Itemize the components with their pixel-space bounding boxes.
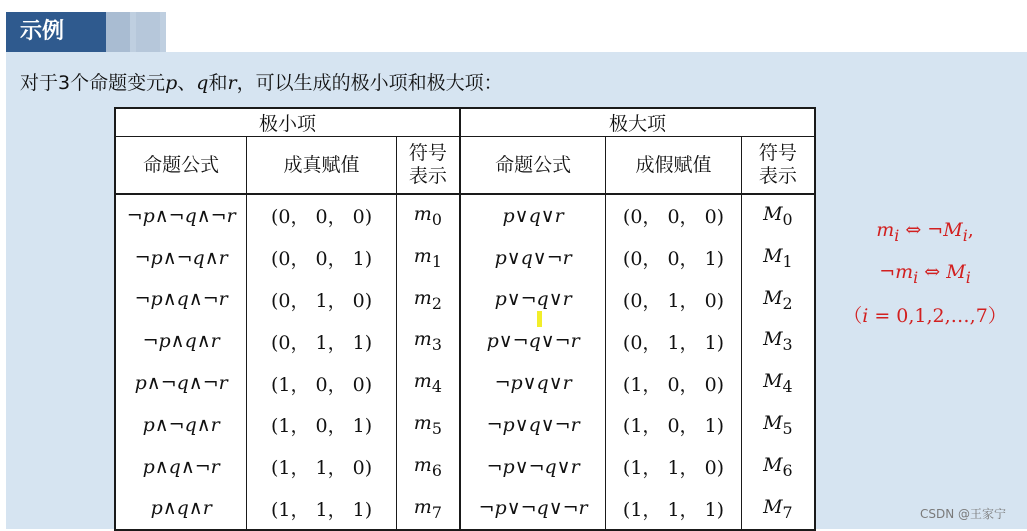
section-tab-label: 示例 [6, 12, 106, 52]
table-row [115, 362, 815, 404]
maxterm-letter: M [763, 495, 783, 518]
maxterm-symbol [741, 446, 815, 488]
minterm-formula: ¬p∧q∧¬r [115, 279, 247, 321]
watermark: CSDN @王家宁 [920, 507, 1007, 521]
minterm-symbol [396, 194, 460, 237]
eq1-b: M [943, 219, 963, 241]
eq1-a: m [876, 219, 895, 241]
col-symbol-line2: 表示 [758, 165, 797, 187]
minterm-symbol [396, 446, 460, 488]
maxterm-index: 2 [782, 293, 793, 313]
header-tab-stripe [106, 12, 130, 52]
maxterm-index: 6 [782, 460, 793, 480]
false-assignment: (0， 0， 1) [606, 237, 741, 279]
minterm-symbol [396, 237, 460, 279]
intro-var-q: q [196, 72, 209, 94]
text-cursor-marker [537, 311, 542, 327]
maxterm-letter: M [763, 370, 783, 393]
eq2-op: ⇔ [918, 261, 947, 283]
group-minterms: 极小项 [115, 108, 460, 137]
intro-text [20, 68, 503, 95]
true-assignment: (1， 0， 1) [247, 404, 396, 446]
maxterm-formula: p∨¬q∨¬r [460, 320, 606, 362]
maxterm-letter: M [763, 453, 783, 476]
maxterm-formula: ¬p∨q∨¬r [460, 404, 606, 446]
intro-suffix: ，可以生成的极小项和极大项： [236, 72, 503, 94]
maxterm-index: 1 [782, 251, 793, 271]
false-assignment: (1， 1， 1) [606, 488, 741, 531]
maxterm-formula: ¬p∨q∨r [460, 362, 606, 404]
minterm-letter: m [413, 411, 432, 434]
col-symbol-line2: 表示 [408, 165, 447, 187]
intro-sep: 和 [208, 72, 228, 94]
maxterm-symbol [741, 194, 815, 237]
minterm-formula: p∧q∧¬r [115, 446, 247, 488]
maxterm-index: 4 [782, 376, 793, 396]
col-max-formula: 命题公式 [460, 137, 606, 195]
eq3-open: （ [843, 305, 863, 327]
maxterm-index: 5 [782, 418, 793, 438]
false-assignment: (1， 0， 1) [606, 404, 741, 446]
eq2-b-sub: i [965, 267, 971, 287]
minterm-maxterm-table [114, 107, 816, 531]
maxterm-symbol [741, 404, 815, 446]
true-assignment: (1， 1， 1) [247, 488, 396, 531]
minterm-index: 7 [431, 502, 442, 522]
maxterm-formula: p∨¬q∨r [460, 279, 606, 321]
maxterm-letter: M [763, 244, 783, 267]
false-assignment: (0， 1， 0) [606, 279, 741, 321]
minterm-symbol [396, 362, 460, 404]
minterm-symbol [396, 279, 460, 321]
eq1-a-sub: i [894, 225, 900, 245]
minterm-letter: m [413, 328, 432, 351]
eq3-rest: = 0,1,2,…,7 [868, 305, 988, 327]
minterm-symbol [396, 404, 460, 446]
table-row [115, 279, 815, 321]
minterm-formula: ¬p∧q∧r [115, 320, 247, 362]
intro-sep: 、 [177, 72, 197, 94]
maxterm-symbol [741, 279, 815, 321]
minterm-letter: m [413, 495, 432, 518]
col-max-symbol [741, 137, 815, 195]
intro-var-r: r [227, 72, 237, 94]
minterm-index: 3 [431, 335, 442, 355]
eq2-a: ¬m [879, 261, 914, 283]
table-row [115, 237, 815, 279]
minterm-index: 6 [431, 460, 442, 480]
true-assignment: (1， 0， 0) [247, 362, 396, 404]
true-assignment: (1， 1， 0) [247, 446, 396, 488]
maxterm-formula: p∨q∨¬r [460, 237, 606, 279]
intro-var-p: p [165, 72, 178, 94]
minterm-index: 5 [431, 418, 442, 438]
eq2-a-sub: i [913, 267, 919, 287]
maxterm-symbol [741, 237, 815, 279]
minterm-formula: p∧¬q∧r [115, 404, 247, 446]
true-assignment: (0， 1， 0) [247, 279, 396, 321]
maxterm-letter: M [763, 328, 783, 351]
header-tab-stripe [136, 12, 160, 52]
false-assignment: (1， 0， 0) [606, 362, 741, 404]
maxterm-letter: M [763, 203, 783, 225]
table-row [115, 446, 815, 488]
maxterm-formula: p∨q∨r [460, 194, 606, 237]
maxterm-index: 3 [782, 335, 793, 355]
minterm-formula: ¬p∧¬q∧¬r [115, 194, 247, 237]
eq1-op: ⇔ ¬ [899, 219, 944, 241]
equation-line-2 [840, 261, 1010, 287]
table-row [115, 404, 815, 446]
maxterm-letter: M [763, 286, 783, 309]
col-true-assignment: 成真赋值 [247, 137, 396, 195]
col-symbol-line1: 符号 [408, 142, 447, 164]
minterm-formula: ¬p∧¬q∧r [115, 237, 247, 279]
true-assignment: (0， 0， 0) [247, 194, 396, 237]
minterm-index: 4 [431, 376, 442, 396]
eq3-var: i [862, 305, 869, 327]
false-assignment: (0， 1， 1) [606, 320, 741, 362]
eq1-b-sub: i [962, 225, 968, 245]
col-false-assignment: 成假赋值 [606, 137, 741, 195]
minterm-letter: m [413, 453, 432, 476]
eq2-b: M [946, 261, 966, 283]
col-min-formula: 命题公式 [115, 137, 247, 195]
table-row [115, 320, 815, 362]
minterm-letter: m [413, 370, 432, 393]
eq3-close: ） [987, 305, 1007, 327]
false-assignment: (0， 0， 0) [606, 194, 741, 237]
minterm-letter: m [413, 244, 432, 267]
equation-line-1 [840, 219, 1010, 245]
minterm-letter: m [413, 203, 432, 225]
minterm-formula: p∧q∧r [115, 488, 247, 531]
table-row [115, 194, 815, 237]
maxterm-symbol [741, 488, 815, 531]
equation-line-3 [840, 301, 1010, 328]
maxterm-symbol [741, 320, 815, 362]
group-maxterms: 极大项 [460, 108, 815, 137]
minterm-symbol [396, 488, 460, 531]
col-symbol-line1: 符号 [758, 142, 797, 164]
intro-prefix: 对于3个命题变元 [20, 72, 166, 94]
false-assignment: (1， 1， 0) [606, 446, 741, 488]
maxterm-formula: ¬p∨¬q∨r [460, 446, 606, 488]
eq1-tail: , [967, 219, 974, 241]
maxterm-index: 7 [782, 502, 793, 522]
col-min-symbol [396, 137, 460, 195]
maxterm-formula: ¬p∨¬q∨¬r [460, 488, 606, 531]
minterm-letter: m [413, 286, 432, 309]
minterm-symbol [396, 320, 460, 362]
minterm-index: 0 [431, 209, 442, 229]
minterm-index: 2 [431, 293, 442, 313]
true-assignment: (0， 1， 1) [247, 320, 396, 362]
maxterm-symbol [741, 362, 815, 404]
true-assignment: (0， 0， 1) [247, 237, 396, 279]
minterm-index: 1 [431, 251, 442, 271]
minterm-formula: p∧¬q∧¬r [115, 362, 247, 404]
table-row [115, 488, 815, 531]
maxterm-index: 0 [782, 209, 793, 229]
maxterm-letter: M [763, 411, 783, 434]
